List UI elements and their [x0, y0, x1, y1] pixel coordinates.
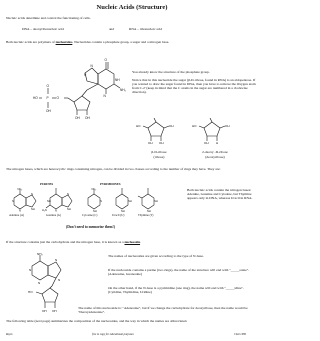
and-word: and [109, 27, 115, 31]
svg-text:OH: OH [85, 116, 90, 120]
pyrimidines-heading: PYRIMIDINES [100, 182, 121, 186]
bases-intro: The nitrogen bases, which are heterocyclic rings containing nitrogen, can be divided in two classes according to the number of rings they have. They are: [6, 167, 221, 171]
phosphate-note: You already know the structure of the phosphate group. [132, 70, 210, 74]
ribose-subname: (ribose) [153, 155, 165, 159]
svg-text:OH: OH [159, 141, 164, 145]
svg-text:NH: NH [128, 200, 132, 203]
svg-text:NH: NH [67, 208, 71, 211]
svg-text:NH: NH [93, 210, 97, 213]
svg-text:HO: HO [33, 96, 38, 100]
svg-text:N: N [103, 94, 106, 98]
svg-text:N: N [12, 200, 14, 203]
uracil-structure [110, 189, 134, 213]
svg-text:HO: HO [28, 290, 33, 294]
svg-text:HO: HO [136, 124, 141, 128]
svg-text:H: H [216, 141, 219, 145]
svg-text:OH: OH [225, 124, 230, 128]
svg-text:OH: OH [204, 141, 209, 145]
svg-text:N: N [58, 278, 61, 282]
svg-text:NH: NH [47, 200, 51, 203]
page-title: Nucleic Acids (Structure) [96, 4, 168, 11]
nucleoside-sentence: If the structure contains just the carbohydrate and the nitrogen base, it is known as a nucleoside. [6, 240, 141, 244]
svg-text:O: O [55, 188, 58, 191]
footer-author: Reyes [6, 333, 13, 336]
guanine-structure [42, 189, 76, 213]
svg-text:NH₂: NH₂ [17, 188, 23, 191]
memorize-note: (Don't need to memorize them!) [66, 225, 115, 229]
base-label-thymine: Thymine (T) [138, 213, 154, 217]
svg-text:O: O [56, 96, 59, 100]
svg-text:OH: OH [169, 124, 174, 128]
base-label-cytosine: Cytosine (C) [82, 213, 98, 217]
ribose-name: β-D-ribose [151, 150, 167, 154]
adenine-structure [6, 189, 40, 213]
svg-text:O: O [121, 188, 124, 191]
svg-text:NH₂: NH₂ [37, 252, 43, 256]
svg-text:OH: OH [42, 309, 47, 313]
sugar-note: Notice that in this nucleotide the sugar (β-D-ribose, found in RNA) is an aldopentose. If you wanted to draw the sugar found in DNA, then you have to remove the Oxygen atom from C-2' (keep in mind that the C atoms in the sugar are numbered in a clockwise direction). [132, 78, 256, 95]
svg-text:N: N [84, 73, 87, 77]
svg-text:NH: NH [31, 208, 35, 211]
svg-text:N: N [100, 200, 102, 203]
svg-text:N: N [55, 258, 58, 262]
pyrimidine-naming-rule: On the other hand, if the N-base is a pyrimidine (one ring), the name will end with "_____idine". (Cytidine, Thymidine, Uridine) [108, 286, 244, 295]
svg-text:H₂N: H₂N [42, 209, 47, 212]
deoxyribose-subname: (deoxyribose) [205, 155, 225, 159]
svg-text:O: O [104, 58, 107, 62]
footer-course: Chem 30B [234, 333, 246, 336]
nucleoside-names-rule: The names of nucleosides are given according to the type of N-base. [108, 254, 204, 258]
svg-text:NH: NH [154, 200, 158, 203]
footer-license: free to copy for educational purposes [92, 333, 134, 336]
rna-definition: RNA – ribonucleic acid [129, 27, 163, 31]
svg-text:OH: OH [52, 309, 57, 313]
base-label-uracil: Uracil (U) [112, 213, 125, 217]
svg-text:N: N [90, 64, 93, 68]
deoxyribose-name: 2-deoxy -D-ribose [202, 150, 228, 154]
table-note: The following table (next page) summarizes the composition of the nucleosides, and the way in which the names are abbreviated. [6, 319, 188, 323]
svg-text:NH₂: NH₂ [120, 88, 126, 92]
nucleotides-term: nucleotides [55, 40, 73, 44]
svg-text:OH: OH [75, 116, 80, 120]
base-label-adenine: Adenine (A) [9, 213, 25, 217]
svg-text:NH₂: NH₂ [91, 188, 97, 191]
svg-text:OH: OH [46, 109, 51, 113]
svg-text:NH: NH [147, 210, 151, 213]
svg-text:HO: HO [192, 124, 197, 128]
intro-text: Nucleic acids determine and control the functioning of cells. [6, 16, 91, 20]
adenosine-note: The name of this nucleoside is: "Adenosine", but if we change the carbohydrate for deoxyribose, then the name would be "Deoxyadenosine". [78, 306, 248, 315]
svg-text:N: N [38, 281, 41, 285]
svg-text:NH: NH [121, 210, 125, 213]
ribose-structure [134, 118, 184, 146]
svg-text:N: N [67, 193, 69, 196]
adenosine-structure [16, 252, 74, 318]
svg-text:N: N [19, 209, 21, 213]
svg-text:O: O [46, 84, 49, 88]
purine-naming-rule: If the nucleoside contains a purine (two rings), the name of the structure will end with "_____osine". (Adenosine, Guanosine) [108, 268, 250, 277]
svg-text:NH: NH [115, 78, 120, 82]
base-label-guanine: Guanine (G) [46, 213, 62, 217]
svg-text:P: P [46, 96, 49, 100]
deoxyribose-structure [190, 118, 240, 146]
svg-text:N: N [29, 268, 32, 272]
thymine-structure [136, 189, 162, 213]
purines-heading: PURINES [40, 182, 54, 186]
cytosine-structure [82, 189, 106, 213]
svg-text:N: N [55, 209, 57, 213]
nucleoside-term: nucleoside [124, 240, 141, 244]
svg-text:OH: OH [148, 141, 153, 145]
polymers-sentence: Both nucleic acids are polymers of nucleotides. Nucleotides contain a phosphate group, a sugar and a nitrogen base. [6, 40, 170, 44]
svg-text:N: N [31, 193, 33, 196]
nucleotide-structure [30, 54, 130, 120]
svg-text:O: O [147, 188, 150, 191]
bases-note: Both nucleic acids contain the nitrogen bases: Adenine, Guanine and Cytosine, but Thymine appears only in DNA, whereas Uracil in RNA. [187, 188, 253, 201]
dna-definition: DNA – deoxyribonucleic acid [22, 27, 64, 31]
